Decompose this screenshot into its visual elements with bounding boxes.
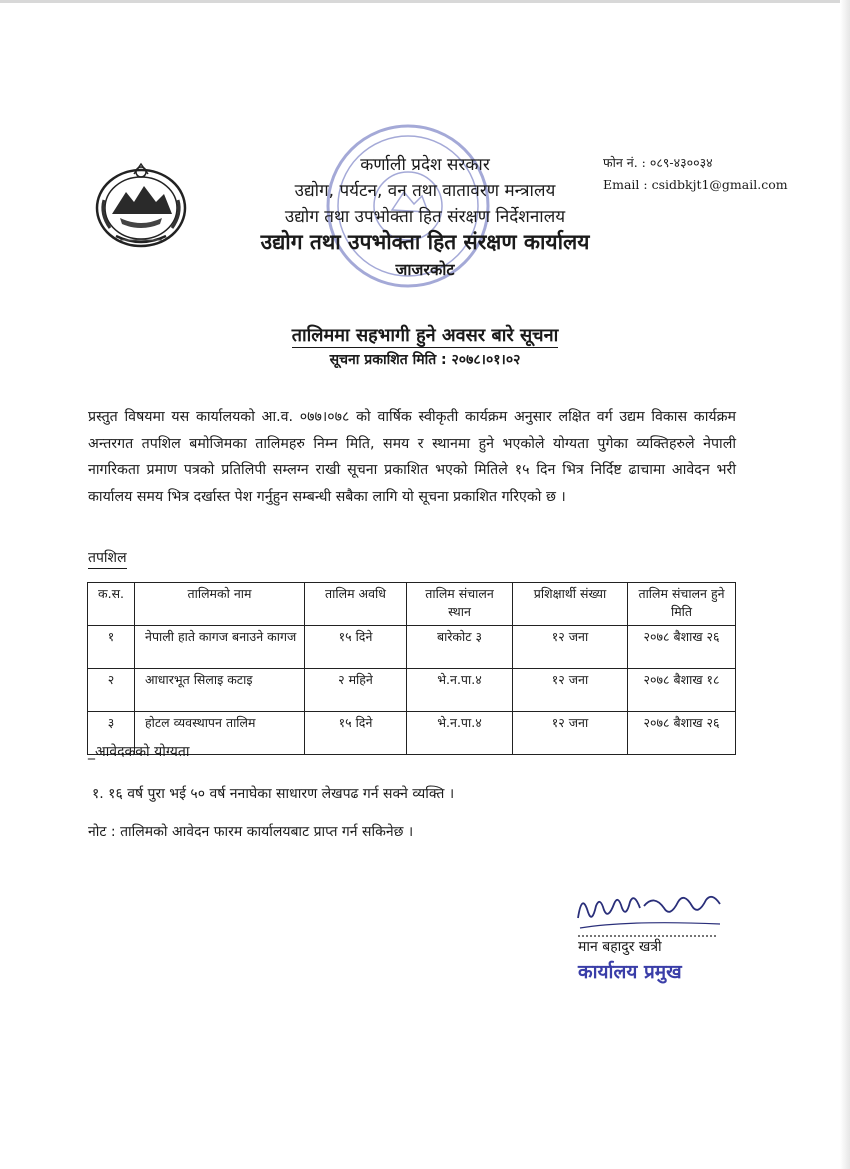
cell-serial: २	[88, 669, 135, 712]
col-training-name: तालिमको नाम	[135, 583, 305, 626]
training-schedule-table	[87, 582, 736, 755]
col-date: तालिम संचालन हुने मिति	[628, 583, 736, 626]
cell-duration: १५ दिने	[305, 626, 407, 669]
cell-serial: ३	[88, 712, 135, 755]
notice-title-text: तालिममा सहभागी हुने अवसर बारे सूचना	[291, 325, 559, 346]
handwritten-signature-icon	[570, 878, 730, 938]
nepal-emblem-icon	[90, 158, 192, 250]
cell-participants: १२ जना	[513, 669, 628, 712]
signatory-title: कार्यालय प्रमुख	[578, 961, 682, 983]
table-row	[88, 669, 736, 712]
cell-venue: भे.न.पा.४	[407, 712, 513, 755]
cell-date: २०७८ बैशाख १८	[628, 669, 736, 712]
header-directorate: उद्योग तथा उपभोक्ता हित संरक्षण निर्देशनालय	[284, 207, 566, 227]
scan-edge-right	[840, 0, 850, 1169]
col-venue: तालिम संचालन स्थान	[407, 583, 513, 626]
cell-serial: १	[88, 626, 135, 669]
cell-duration: २ महिने	[305, 669, 407, 712]
notice-body: प्रस्तुत विषयमा यस कार्यालयको आ.व. ०७७।०७८ को वार्षिक स्वीकृती कार्यक्रम अनुसार लक्षित वर्ग उद्यम विकास कार्यक्रम अन्तरगत तपशिल बमोजिमका तालिमहरु निम्न मिति, समय र स्थानमा हुने भएकोले योग्यता पुगेका व्यक्तिहरुले नेपाली नागरिकता प्रमाण पत्रको प्रतिलिपी सम्लग्न राखी सूचना प्रकाशित भएको मितिले १५ दिन भित्र निर्दिष्ट ढाचामा आवेदन भरी कार्यालय समय भित्र दर्खास्त पेश गर्नुहुन सम्बन्धी सबैका लागि यो सूचना प्रकाशित गरिएको छ ।	[88, 409, 736, 505]
cell-training-name: नेपाली हाते कागज बनाउने कागज	[135, 626, 305, 669]
cell-date: २०७८ बैशाख २६	[628, 626, 736, 669]
cell-training-name: होटल व्यवस्थापन तालिम	[135, 712, 305, 755]
header-district: जाजरकोट	[395, 260, 455, 279]
schedule-label-text: तपशिल	[88, 550, 127, 569]
contact-email: Email : csidbkjt1@gmail.com	[603, 177, 788, 192]
table-header-row	[88, 583, 736, 626]
scan-edge-top	[0, 0, 850, 3]
cell-participants: १२ जना	[513, 712, 628, 755]
col-serial: क.स.	[88, 583, 135, 626]
signatory-name: मान बहादुर खत्री	[578, 939, 662, 955]
cell-venue: भे.न.पा.४	[407, 669, 513, 712]
schedule-label	[88, 548, 127, 567]
cell-duration: १५ दिने	[305, 712, 407, 755]
contact-phone: फोन नं. : ०८९-४३००३४	[603, 155, 713, 170]
col-participants: प्रशिक्षार्थी संख्या	[513, 583, 628, 626]
note-text: नोट : तालिमको आवेदन फारम कार्यालयबाट प्राप्त गर्न सकिनेछ ।	[88, 824, 414, 840]
cell-venue: बारेकोट ३	[407, 626, 513, 669]
eligibility-label: _आवेदकको योग्यता	[88, 744, 190, 760]
eligibility-item: १. १६ वर्ष पुरा भई ५० वर्ष ननाघेका साधारण लेखपढ गर्न सक्ने व्यक्ति ।	[92, 786, 455, 802]
header-ministry: उद्योग, पर्यटन, वन तथा वातावरण मन्त्रालय	[294, 181, 556, 201]
cell-date: २०७८ बैशाख २६	[628, 712, 736, 755]
notice-published-date: सूचना प्रकाशित मिति : २०७८।०१।०२	[329, 352, 521, 368]
cell-training-name: आधारभूत सिलाइ कटाइ	[135, 669, 305, 712]
col-duration: तालिम अवधि	[305, 583, 407, 626]
cell-participants: १२ जना	[513, 626, 628, 669]
table-row	[88, 626, 736, 669]
notice-title	[200, 323, 650, 347]
header-province: कर्णाली प्रदेश सरकार	[360, 155, 490, 175]
header-office: उद्योग तथा उपभोक्ता हित संरक्षण कार्यालय	[260, 230, 590, 254]
